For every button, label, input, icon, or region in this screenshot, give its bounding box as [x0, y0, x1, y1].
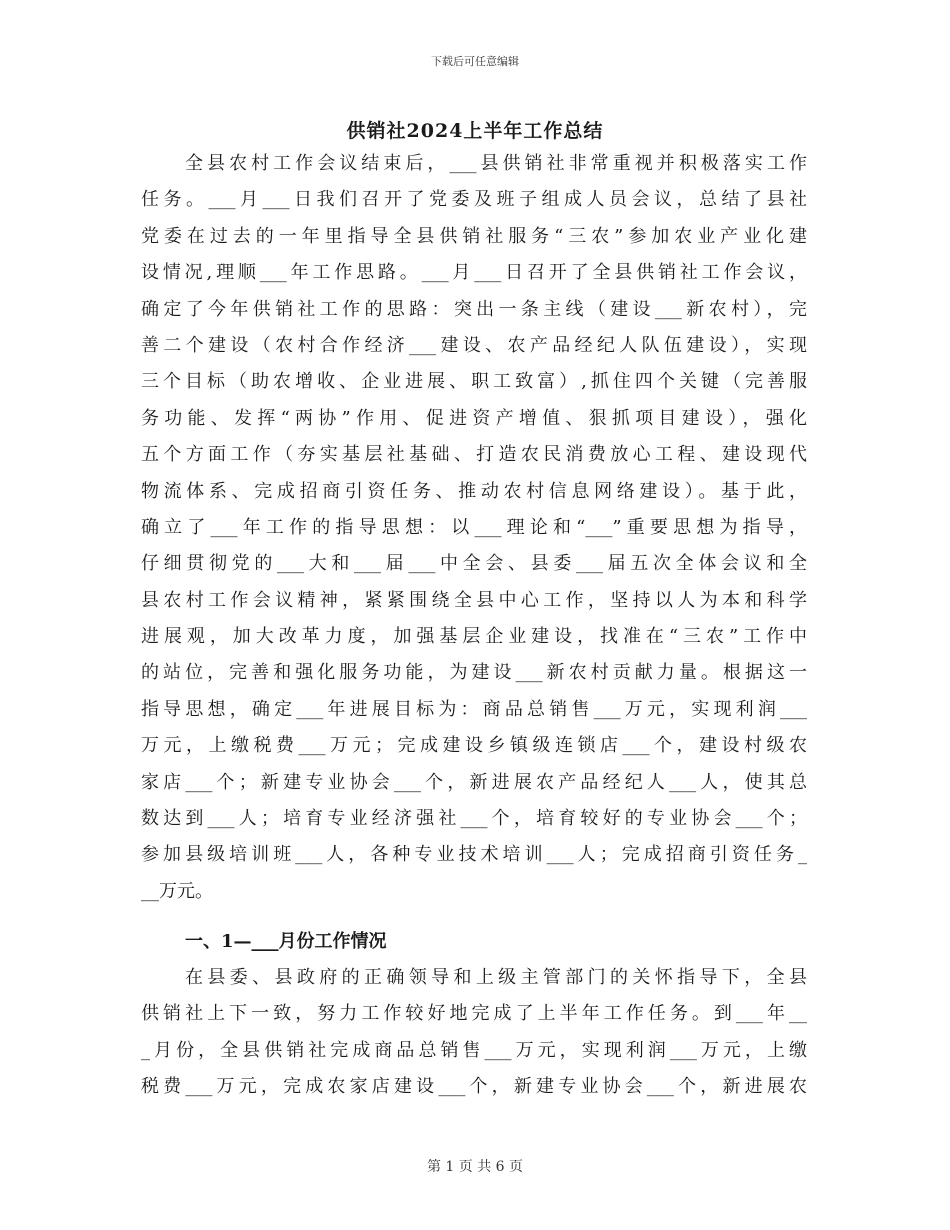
paragraph-line: __万元。	[141, 880, 213, 902]
paragraph-line: 的站位，完善和强化服务功能，为建设___新农村贡献力量。根据这一	[141, 662, 807, 684]
paragraph-line: 进展观，加大改革力度，加强基层企业建设，找准在“三农”工作中	[141, 626, 807, 648]
paragraph-line: 全县农村工作会议结束后，___县供销社非常重视并积极落实工作	[185, 153, 807, 174]
page-footer: 第 1 页 共 6 页	[426, 1159, 524, 1175]
paragraph-progress	[141, 960, 807, 1106]
paragraph-line: 指导思想，确定___年进展目标为：商品总销售___万元，实现利润___	[141, 698, 807, 720]
paragraph-line: 仔细贯彻党的___大和___届___中全会、县委___届五次全体会议和全	[141, 553, 807, 575]
paragraph-line: 任务。___月___日我们召开了党委及班子组成人员会议，总结了县社	[141, 189, 807, 211]
paragraph-line: 五个方面工作（夯实基层社基础、打造农民消费放心工程、建设现代	[141, 444, 807, 466]
paragraph-line: 在县委、县政府的正确领导和上级主管部门的关怀指导下，全县	[185, 967, 807, 988]
paragraph-line: 数达到___人；培育专业经济强社___个，培育较好的专业协会___个；	[141, 808, 807, 830]
paragraph-line: 参加县级培训班___人，各种专业技术培训___人；完成招商引资任务_	[141, 844, 807, 866]
paragraph-line: 确立了___年工作的指导思想：以___理论和“___”重要思想为指导，	[141, 516, 807, 538]
paragraph-line: 县农村工作会议精神，紧紧围绕全县中心工作，坚持以人为本和科学	[141, 589, 807, 611]
paragraph-line: 供销社上下一致，努力工作较好地完成了上半年工作任务。到___年__	[141, 1003, 807, 1025]
paragraph-line: 三个目标（助农增收、企业进展、职工致富）,抓住四个关键（完善服	[141, 371, 807, 393]
paragraph-intro	[141, 146, 807, 910]
page-header: 下载后可任意编辑	[431, 55, 519, 68]
paragraph-line: _月份，全县供销社完成商品总销售___万元，实现利润___万元，上缴	[141, 1039, 807, 1061]
paragraph-line: 务功能、发挥“两协”作用、促进资产增值、狠抓项目建设），强化	[141, 407, 807, 429]
section-heading-wrapper	[141, 924, 807, 960]
paragraph-line: 确定了今年供销社工作的思路：突出一条主线（建设___新农村），完	[141, 298, 807, 320]
section-heading: 一、1—___月份工作情况	[185, 931, 387, 952]
paragraph-line: 万元，上缴税费___万元；完成建设乡镇级连锁店___个，建设村级农	[141, 735, 807, 757]
paragraph-line: 党委在过去的一年里指导全县供销社服务“三农”参加农业产业化建	[141, 225, 807, 247]
document-title: 供销社2024上半年工作总结	[346, 120, 604, 142]
paragraph-line: 税费___万元，完成农家店建设___个，新建专业协会___个，新进展农	[141, 1076, 807, 1098]
paragraph-line: 家店___个；新建专业协会___个，新进展农产品经纪人___人，使其总	[141, 771, 807, 793]
paragraph-line: 设情况,理顺___年工作思路。___月___日召开了全县供销社工作会议，	[141, 262, 807, 284]
paragraph-line: 善二个建设（农村合作经济___建设、农产品经纪人队伍建设），实现	[141, 334, 807, 356]
paragraph-line: 物流体系、完成招商引资任务、推动农村信息网络建设）。基于此，	[141, 480, 807, 502]
